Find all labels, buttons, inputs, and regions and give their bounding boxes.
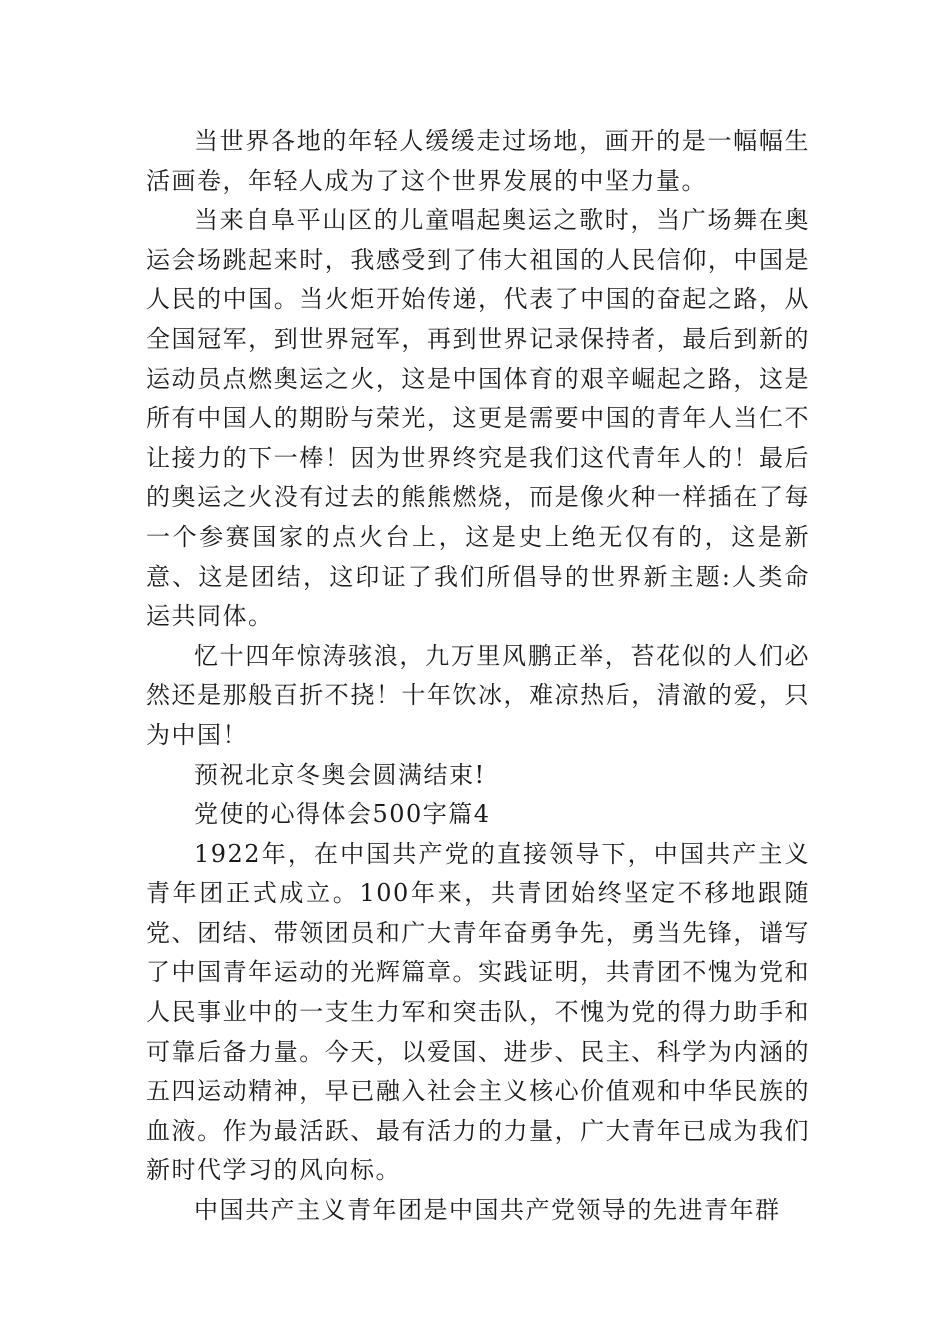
paragraph-intro: 当世界各地的年轻人缓缓走过场地，画开的是一幅幅生活画卷，年轻人成为了这个世界发展的中坚力量。 xyxy=(146,127,810,195)
section-heading: 党使的心得体会500字篇4 xyxy=(194,800,491,829)
paragraph-olympic-torch: 当来自阜平山区的儿童唱起奥运之歌时，当广场舞在奥运会场跳起来时，我感受到了伟大祖国的人民信仰，中国是人民的中国。当火炬开始传递，代表了中国的奋起之路，从全国冠军，到世界冠军，再到世界记录保持者，最后到新的运动员点燃奥运之火，这是中国体育的艰辛崛起之路，这是所有中国人的期盼与荣光，这更是需要中国的青年人当仁不让接力的下一棒！因为世界终究是我们这代青年人的！最后的奥运之火没有过去的熊熊燃烧，而是像火种一样插在了每一个参赛国家的点火台上，这是史上绝无仅有的，这是新意、这是团结，这印证了我们所倡导的世界新主题:人类命运共同体。 xyxy=(146,206,810,631)
document-body xyxy=(146,122,810,1231)
paragraph-wishes: 预祝北京冬奥会圆满结束! xyxy=(194,760,486,789)
paragraph-fourteen-years: 忆十四年惊涛骇浪，九万里风鹏正举，苔花似的人们必然还是那般百折不挠！十年饮冰，难凉热后，清澈的爱，只为中国！ xyxy=(146,641,810,749)
paragraph-youth-league-definition: 中国共产主义青年团是中国共产党领导的先进青年群 xyxy=(194,1196,781,1225)
paragraph-youth-league-history: 1922年，在中国共产党的直接领导下，中国共产主义青年团正式成立。100年来，共青团始终坚定不移地跟随党、团结、带领团员和广大青年奋勇争先，勇当先锋，谱写了中国青年运动的光辉篇章。实践证明，共青团不愧为党和人民事业中的一支生力军和突击队，不愧为党的得力助手和可靠后备力量。今天，以爱国、进步、民主、科学为内涵的五四运动精神，早已融入社会主义核心价值观和中华民族的血液。作为最活跃、最有活力的力量，广大青年已成为我们新时代学习的风向标。 xyxy=(146,839,810,1185)
